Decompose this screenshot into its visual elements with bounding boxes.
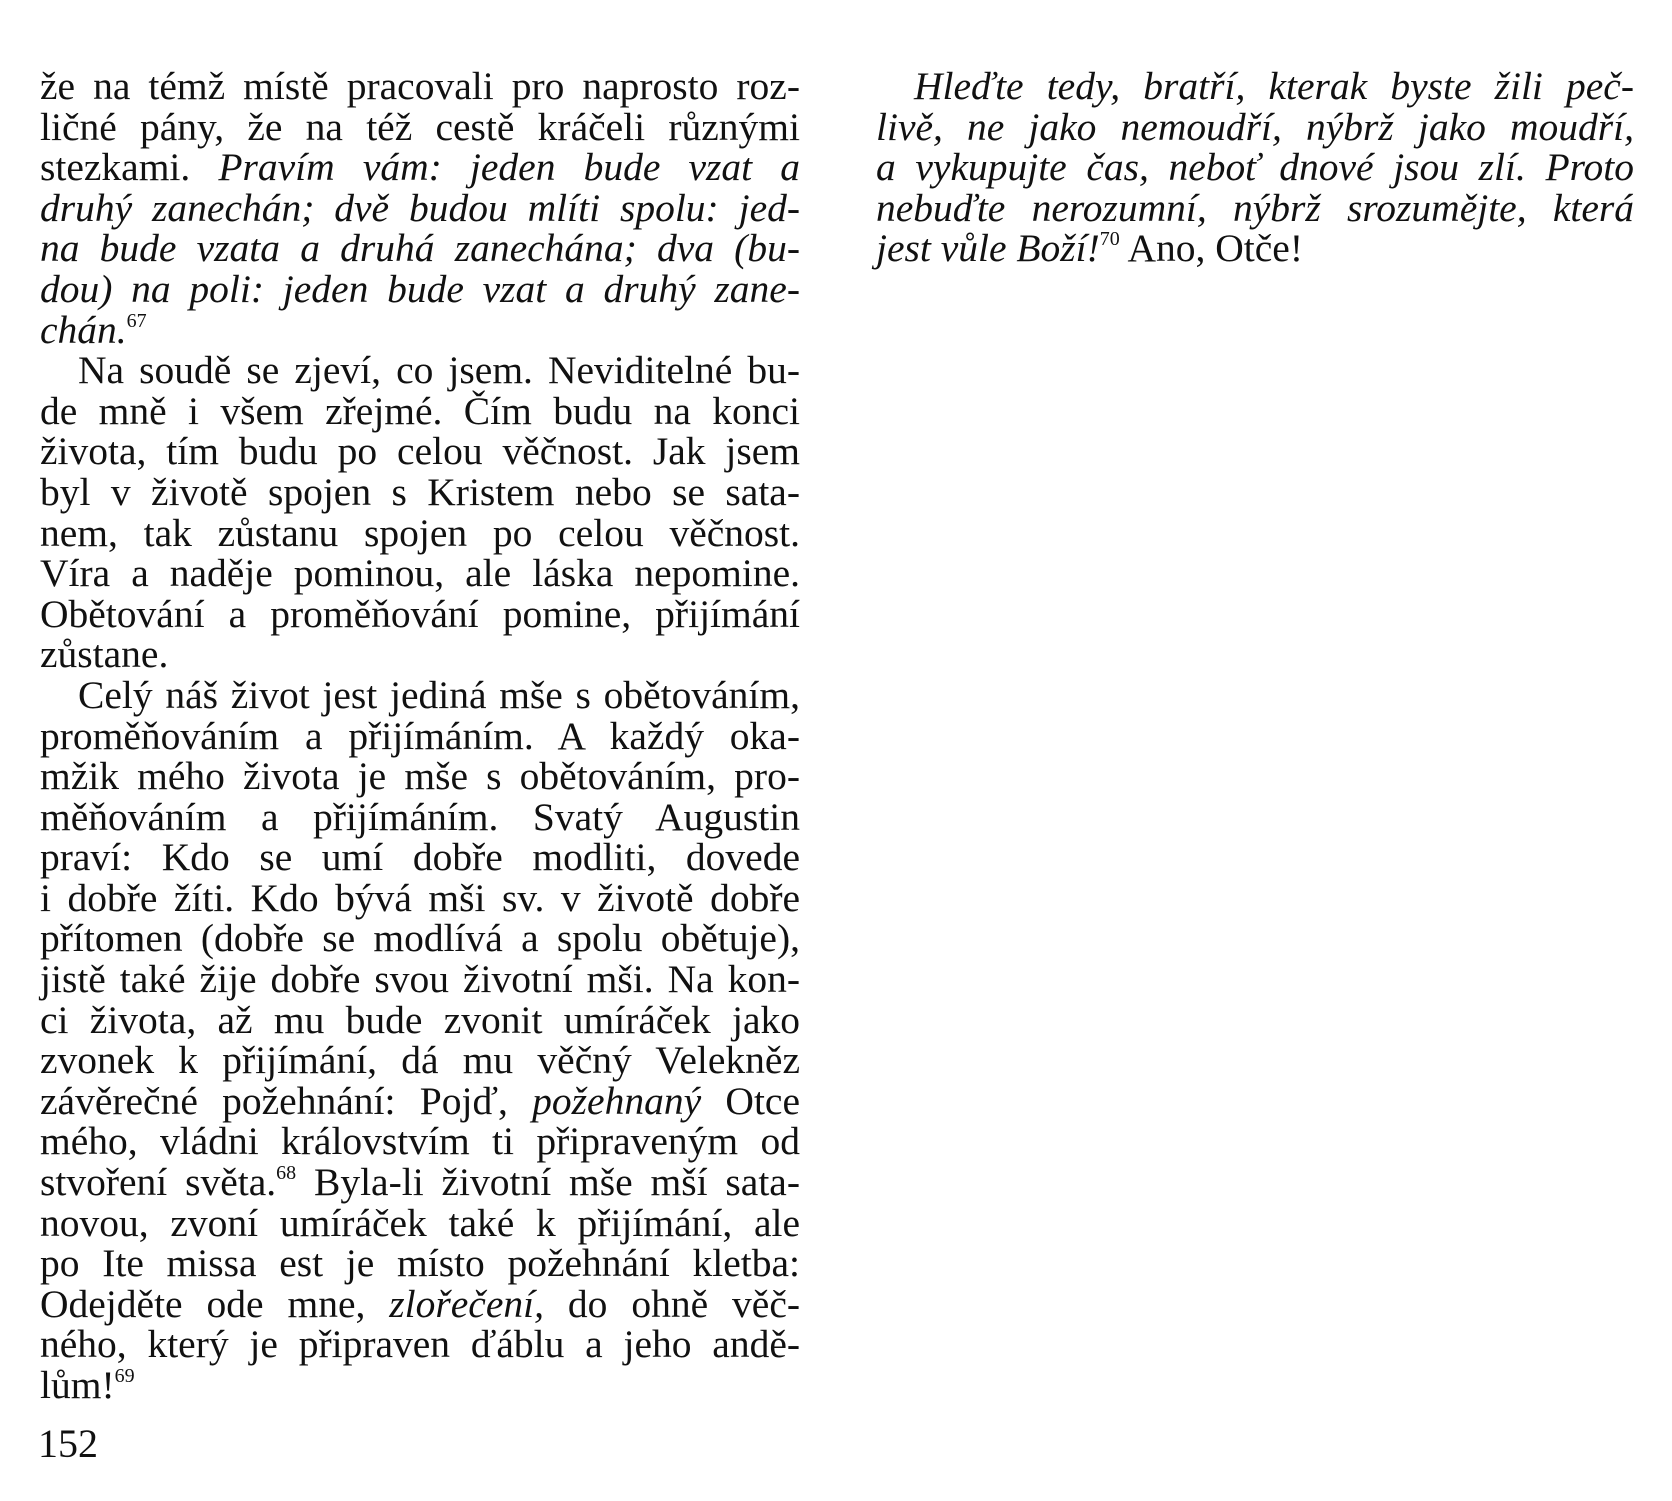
text-line	[40, 307, 800, 352]
text-line	[876, 104, 1634, 149]
text-line	[40, 1365, 800, 1406]
italic-text: Hleďte tedy, bratří, kterak byste žili peč-	[914, 64, 1634, 108]
text-line	[40, 1243, 800, 1284]
text-span: měňováním a přijímáním. Svatý Augustin	[40, 794, 800, 839]
text-span: ci života, až mu bude zvonit umíráček jako	[40, 997, 800, 1042]
text-line	[40, 713, 800, 758]
text-line	[40, 553, 800, 594]
text-line	[40, 918, 800, 959]
italic-text: chán.	[40, 307, 127, 352]
text-line	[40, 388, 800, 433]
text-line	[40, 431, 800, 472]
left-column	[40, 66, 800, 1406]
italic-text: jest vůle Boží!	[876, 226, 1100, 271]
right-column	[876, 66, 1634, 269]
text-span: života, tím budu po celou věčnost. Jak jsem	[40, 429, 800, 474]
text-line	[40, 672, 800, 717]
text-line	[876, 66, 1634, 107]
text-span: Celý náš život jest jediná mše s obětováním,	[78, 672, 800, 717]
text-line	[40, 1121, 800, 1162]
text-span: přítomen (dobře se modlívá a spolu obětuje),	[40, 916, 800, 961]
italic-text: Pravím vám: jeden bude vzat a	[218, 145, 800, 190]
text-line	[40, 837, 800, 878]
text-line	[40, 756, 800, 797]
text-line	[876, 185, 1634, 230]
italic-text: požehnaný	[532, 1078, 702, 1123]
italic-text: zlořečení,	[389, 1281, 544, 1326]
text-line	[40, 469, 800, 514]
text-line	[40, 185, 800, 230]
text-span: Na soudě se zjeví, co jsem. Neviditelné bu-	[78, 348, 800, 393]
text-line	[876, 228, 1634, 269]
text-span: Obětování a proměňování pomine, přijímání	[40, 591, 800, 636]
text-span: Ano, Otče!	[1119, 226, 1303, 271]
text-span: mžik mého života je mše s obětováním, pro-	[40, 754, 800, 799]
text-line	[40, 350, 800, 391]
text-span: zůstane.	[40, 632, 169, 677]
text-line	[40, 959, 800, 1000]
text-span: že na témž místě pracovali pro naprosto roz-	[40, 64, 800, 108]
text-span: jistě také žije dobře svou životní mši. Na kon-	[40, 957, 800, 1002]
footnote-marker: 69	[114, 1365, 135, 1387]
text-span: praví: Kdo se umí dobře modliti, dovede	[40, 835, 800, 880]
text-line	[876, 147, 1634, 188]
text-span: Byla-li životní mše mší sata-	[296, 1160, 800, 1205]
text-line	[40, 634, 800, 675]
text-line	[40, 66, 800, 107]
text-span: i dobře žíti. Kdo bývá mši sv. v životě dobře	[40, 875, 800, 920]
text-span: po Ite missa est je místo požehnání kletba:	[40, 1241, 800, 1286]
text-span: ného, který je připraven ďáblu a jeho andě-	[40, 1322, 800, 1367]
text-span: Víra a naděje pominou, ale láska nepomine.	[40, 551, 800, 596]
text-span: Otce	[701, 1078, 800, 1123]
text-span: Odejděte ode mne,	[40, 1281, 390, 1326]
footnote-marker: 70	[1099, 228, 1120, 251]
text-line	[40, 997, 800, 1042]
text-line	[40, 510, 800, 555]
text-span: novou, zvoní umíráček také k přijímání, ale	[40, 1200, 800, 1245]
text-span: proměňováním a přijímáním. A každý oka-	[40, 713, 800, 758]
text-line	[40, 266, 800, 311]
italic-text: a vykupujte čas, neboť dnové jsou zlí. Proto	[876, 145, 1634, 190]
text-span: lům!	[40, 1363, 115, 1407]
text-span: stvoření světa.	[40, 1160, 277, 1205]
text-span: de mně i všem zřejmé. Čím budu na konci	[40, 388, 800, 433]
text-span: do ohně věč-	[543, 1281, 800, 1326]
text-line	[40, 1078, 800, 1123]
italic-text: livě, ne jako nemoudří, nýbrž jako moudří,	[876, 104, 1634, 149]
footnote-marker: 68	[276, 1162, 297, 1185]
italic-text: dou) na poli: jeden bude vzat a druhý zane-	[40, 266, 800, 311]
text-span: ličné pány, že na též cestě kráčeli různými	[40, 104, 800, 149]
text-span: mého, vládni královstvím ti připraveným od	[40, 1119, 800, 1164]
text-line	[40, 1162, 800, 1203]
text-line	[40, 591, 800, 636]
footnote-marker: 67	[126, 309, 147, 332]
text-line	[40, 1324, 800, 1365]
text-line	[40, 875, 800, 920]
text-line	[40, 794, 800, 839]
text-line	[40, 1281, 800, 1326]
text-span: zvonek k přijímání, dá mu věčný Velekněz	[40, 1038, 800, 1083]
text-span: nem, tak zůstanu spojen po celou věčnost.	[40, 510, 800, 555]
text-span: stezkami.	[40, 145, 219, 190]
italic-text: na bude vzata a druhá zanechána; dva (bu-	[40, 226, 800, 271]
italic-text: druhý zanechán; dvě budou mlíti spolu: jed-	[40, 185, 800, 230]
text-line	[40, 1200, 800, 1245]
text-line	[40, 228, 800, 269]
text-line	[40, 1040, 800, 1081]
page-number: 152	[38, 1421, 98, 1466]
text-span: byl v životě spojen s Kristem nebo se sata-	[40, 469, 800, 514]
italic-text: nebuďte nerozumní, nýbrž srozumějte, která	[876, 185, 1634, 230]
text-line	[40, 104, 800, 149]
text-line	[40, 147, 800, 188]
text-span: závěrečné požehnání: Pojď,	[40, 1078, 533, 1123]
